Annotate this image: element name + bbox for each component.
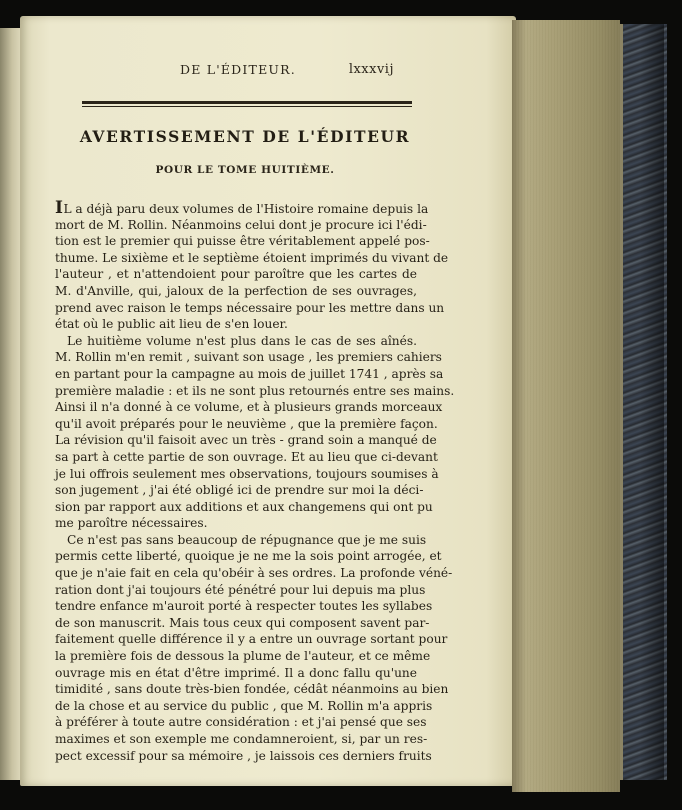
text-line-rest: L a déjà paru deux volumes de l'Histoire romaine depuis la xyxy=(63,202,429,216)
text-line: l'auteur , et n'attendoient pour paroître que les cartes de xyxy=(55,267,417,282)
text-line: de son manuscrit. Mais tous ceux qui composent savent par- xyxy=(55,615,430,630)
text-line: prend avec raison le temps nécessaire pour les mettre dans un xyxy=(55,300,445,315)
text-line: Ce n'est pas sans beaucoup de répugnance que je me suis xyxy=(67,532,427,547)
header-rule-thin xyxy=(82,106,412,107)
text-line: Ainsi il n'a donné à ce volume, et à plusieurs grands morceaux xyxy=(55,400,443,415)
paragraph xyxy=(55,333,455,532)
text-line: à préférer à toute autre considération : et j'ai pensé que ses xyxy=(55,715,427,730)
text-line: tendre enfance m'auroit porté à respecter toutes les syllabes xyxy=(55,599,433,614)
running-head xyxy=(84,62,394,82)
text-line: qu'il avoit préparés pour le neuvième , que la première façon. xyxy=(55,416,438,431)
text-line: M. d'Anville, qui, jaloux de la perfection de ses ouvrages, xyxy=(55,283,417,298)
text-line: sa part à cette partie de son ouvrage. Et au lieu que ci-devant xyxy=(55,449,438,464)
text-line: son jugement , j'ai été obligé ici de prendre sur moi la déci- xyxy=(55,483,424,498)
gutter-shadow xyxy=(512,20,526,792)
text-line: thume. Le sixième et le septième étoient imprimés du vivant de xyxy=(55,250,449,265)
text-line: tion est le premier qui puisse être véritablement appelé pos- xyxy=(55,234,430,249)
page-block-edge xyxy=(512,20,620,792)
text-line: pect excessif pour sa mémoire , je laissois ces derniers fruits xyxy=(55,748,432,763)
section-title: AVERTISSEMENT DE L'ÉDITEUR xyxy=(79,127,411,146)
text-line: état où le public ait lieu de s'en louer. xyxy=(55,317,288,332)
text-line: me paroître nécessaires. xyxy=(55,516,208,531)
header-rule-thick xyxy=(82,101,412,104)
paragraph xyxy=(55,198,449,333)
text-line: de la chose et au service du public , que M. Rollin m'a appris xyxy=(55,698,433,713)
text-line: mort de M. Rollin. Néanmoins celui dont je procure ici l'édi- xyxy=(55,217,427,232)
text-line xyxy=(55,198,429,218)
text-line: M. Rollin m'en remit , suivant son usage , les premiers cahiers xyxy=(55,350,442,365)
text-line: première maladie : et ils ne sont plus retournés entre ses mains. xyxy=(55,383,455,398)
text-line: la première fois de dessous la plume de l'auteur, et ce même xyxy=(55,649,431,664)
text-line: en partant pour la campagne au mois de juillet 1741 , après sa xyxy=(55,366,444,381)
text-line: faitement quelle différence il y a entre un ouvrage sortant pour xyxy=(55,632,448,647)
drop-cap: I xyxy=(55,198,64,218)
running-title: DE L'ÉDITEUR. xyxy=(180,62,296,77)
text-line: ration dont j'ai toujours été pénétré pour lui depuis ma plus xyxy=(55,582,426,597)
text-line: maximes et son exemple me condamneroient, si, par un res- xyxy=(55,732,428,746)
text-line: que je n'aie fait en cela qu'obéir à ses ordres. La profonde véné- xyxy=(55,566,453,581)
text-line: je lui offrois seulement mes observations, toujours soumises à xyxy=(55,466,439,481)
text-line: permis cette liberté, quoique je ne me la sois point arrogée, et xyxy=(55,549,442,564)
cover-shadow xyxy=(640,24,664,780)
text-line: timidité , sans doute très-bien fondée, cédât néanmoins au bien xyxy=(55,682,449,697)
text-line: sion par rapport aux additions et aux changemens qui ont pu xyxy=(55,499,433,514)
body-text xyxy=(55,198,455,764)
paragraph xyxy=(55,532,453,764)
left-page-edge xyxy=(0,28,22,780)
text-line: ouvrage mis en état d'être imprimé. Il a donc fallu qu'une xyxy=(55,665,417,680)
page-number: lxxxvij xyxy=(348,62,394,77)
text-line: La révision qu'il faisoit avec un très - grand soin a manqué de xyxy=(55,433,437,448)
text-line: Le huitième volume n'est plus dans le cas de ses aînés. xyxy=(67,333,417,348)
section-subtitle: POUR LE TOME HUITIÈME. xyxy=(155,164,335,176)
